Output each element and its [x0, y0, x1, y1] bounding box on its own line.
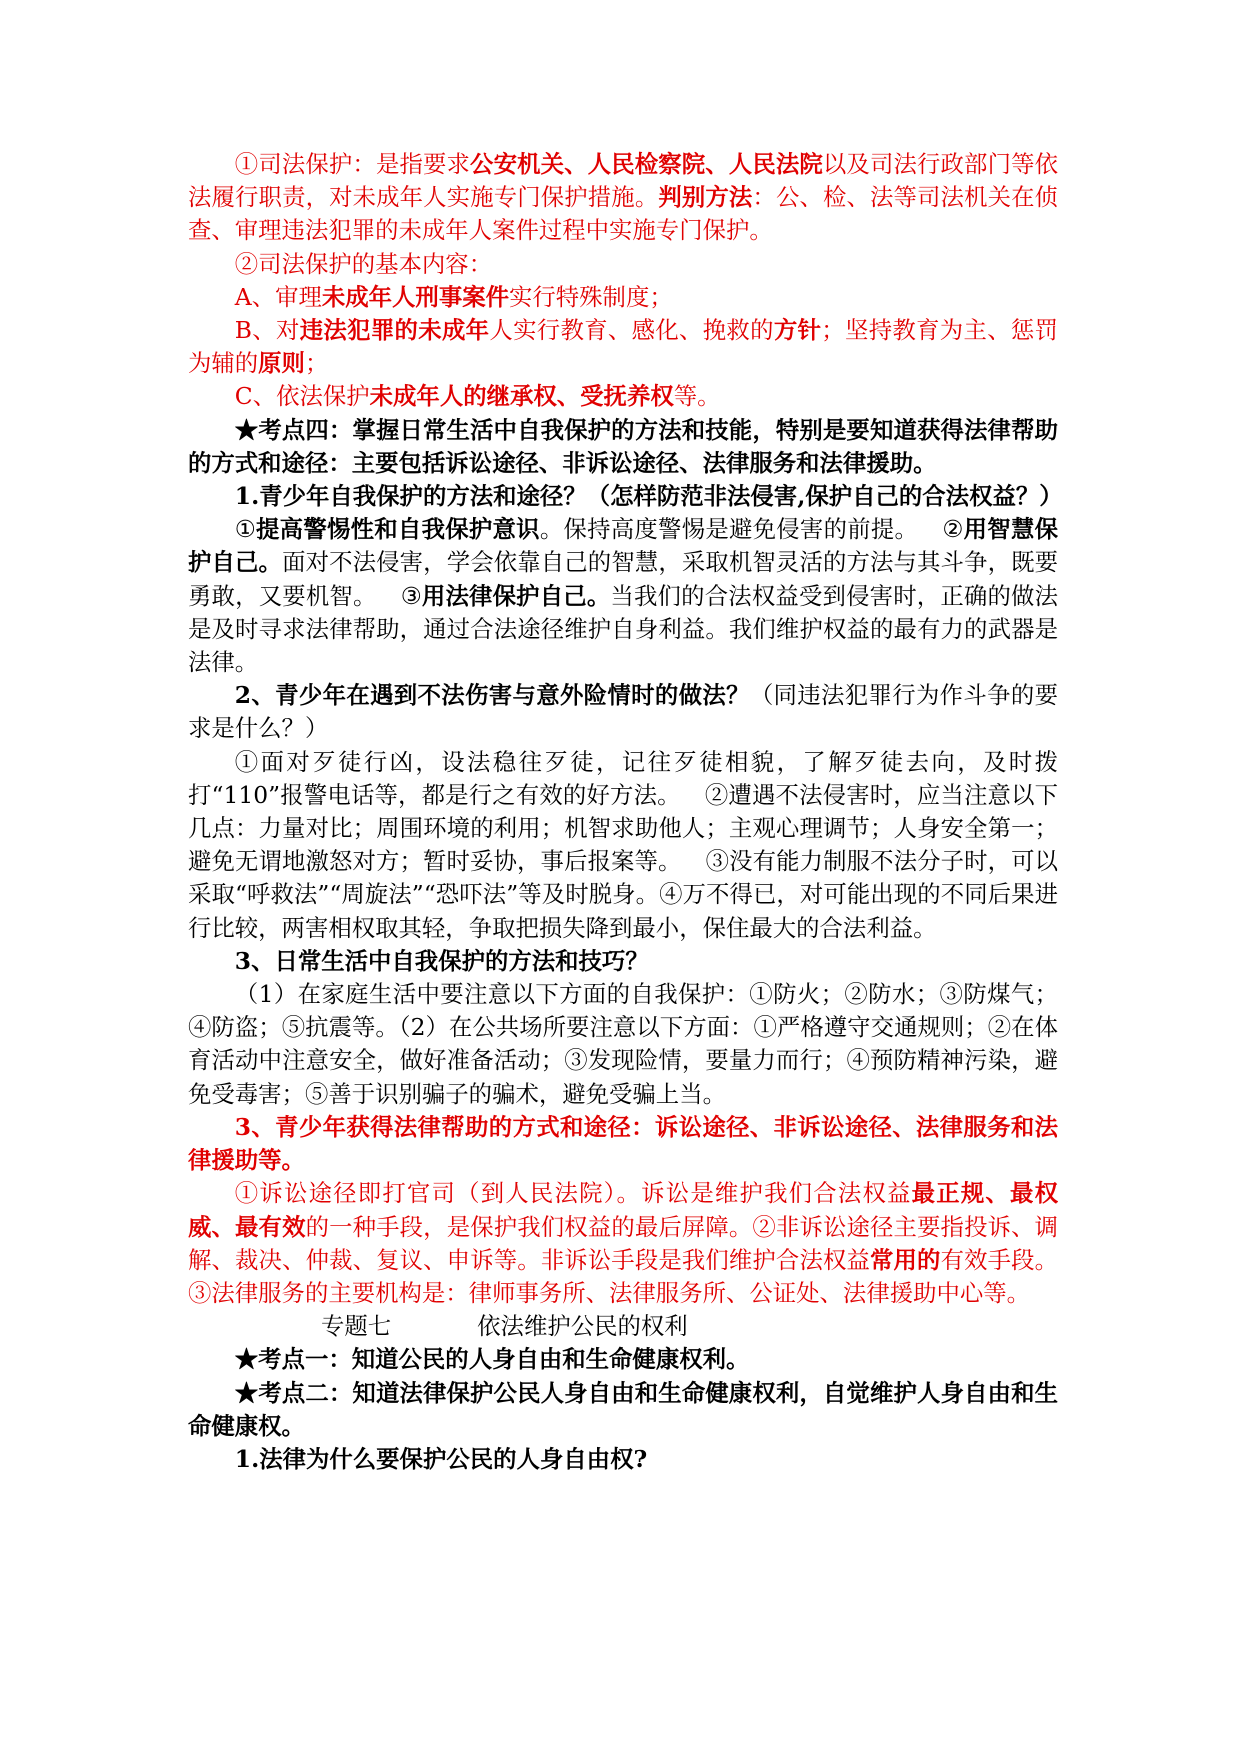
text: ②: [942, 515, 964, 544]
text: ③: [400, 581, 422, 610]
text-bold: 最正规、最权威、最有效: [188, 1179, 1058, 1241]
text: A、审理: [234, 282, 322, 311]
answer-1: [188, 513, 1058, 679]
text-bold: 提高警惕性和自我保护意识: [256, 515, 540, 544]
heading-exam-point-1: [188, 1343, 1058, 1376]
section-number: 专题七: [321, 1312, 392, 1341]
text-bold: 1.法律为什么要保护公民的人身自由权?: [234, 1444, 648, 1473]
text: ①司法保护: [234, 150, 353, 178]
text-bold: 1.青少年自我保护的方法和途径？（怎样防范非法侵害,保护自己的合法权益？）: [234, 482, 1063, 511]
text: ：公、检、法等司法机关在侦查、审理违法犯罪的未成年人案件过程中实施专门保护。: [188, 183, 1059, 245]
paragraph-item-c: [188, 380, 1058, 413]
text-bold: 用智慧保护自己。: [188, 515, 1058, 577]
text: 的一种手段，是保护我们权益的最后屏障。②非诉讼途径主要指投诉、调解、裁决、仲裁、复议、申诉等。非诉讼手段是我们维护合法权益: [188, 1212, 1059, 1274]
text: 等。: [673, 382, 721, 411]
text-bold: ★考点二：知道法律保护公民人身自由和生命健康权利，自觉维护人身自由和生命健康权。: [188, 1378, 1058, 1440]
section-title: [188, 1310, 1058, 1343]
question-personal-freedom: [188, 1443, 1058, 1476]
text: ①诉讼途径即打官司（到人民法院）。诉讼是维护我们合法权益: [234, 1179, 912, 1208]
text-bold: 2、青少年在遇到不法伤害与意外险情时的做法？: [234, 681, 750, 710]
text: 。保持高度警惕是避免侵害的前提。: [539, 515, 919, 544]
question-2: [188, 679, 1058, 745]
text: 当我们的合法权益受到侵害时，正确的做法是及时寻求法律帮助，通过合法途径维护自身利益。我们维护权益的最有力的武器是法律。: [188, 581, 1059, 677]
text: 实行特殊制度；: [509, 282, 673, 311]
text-bold: 常用的: [870, 1245, 941, 1274]
text: ；坚持教育为主、惩罚为辅的: [188, 316, 1059, 378]
text: 面对不法侵害，学会依靠自己的智慧，采取机智灵活的方法与其斗争，既要勇敢，又要机智。: [188, 548, 1059, 610]
text-bold: 公安机关、人民检察院、人民法院: [470, 150, 823, 178]
text-bold: 原则: [258, 349, 305, 378]
question-3: [188, 945, 1058, 978]
paragraph-item-b: [188, 314, 1058, 380]
text-bold: ★考点一：知道公民的人身自由和生命健康权利。: [234, 1345, 750, 1374]
document-page: [188, 148, 1063, 1476]
text: 有效手段。③法律服务的主要机构是：律师事务所、法律服务所、公证处、法律援助中心等。: [188, 1245, 1059, 1307]
text: ①: [234, 515, 257, 544]
text-bold: 未成年人的继承权、受抚养权: [369, 382, 674, 411]
text-bold: 方针: [773, 316, 822, 345]
text-bold: 违法犯罪的未成年: [299, 316, 490, 345]
text-bold: 判别方法: [658, 183, 753, 212]
paragraph-basic-content: ②司法保护的基本内容：: [234, 249, 493, 278]
text: ：是指要求: [352, 150, 471, 178]
text-bold: 3、青少年获得法律帮助的方式和途径：诉讼途径、非诉讼途径、法律服务和法律援助等。: [188, 1112, 1058, 1175]
text-bold: 用法律保护自己。: [421, 581, 611, 610]
question-1: [188, 480, 1063, 513]
text-bold: 3、日常生活中自我保护的方法和技巧？: [234, 946, 649, 975]
paragraph-item-a: [188, 281, 1058, 314]
text: 以及司法行政部门等依法履行职责，对未成年人实施专门保护措施。: [188, 150, 1059, 212]
answer-3: （1）在家庭生活中要注意以下方面的自我保护：①防火；②防水；③防煤气；④防盗；⑤抗震等。（2）在公共场所要注意以下方面：①严格遵守交通规则；②在体育活动中注意安全，做好准备活动；③发现险情，要量力而行；④预防精神污染，避免受毒害；⑤善于识别骗子的骗术，避免受骗上当。: [188, 980, 1058, 1108]
answer-legal-help: [188, 1177, 1058, 1310]
text: （同违法犯罪行为作斗争的要求是什么？）: [188, 681, 1058, 743]
paragraph-judicial-protection: [188, 148, 1058, 248]
text-bold: 未成年人刑事案件: [321, 282, 509, 311]
answer-2: [188, 746, 1058, 945]
text: ②遭遇不法侵害时，应当注意以下几点：力量对比；周围环境的利用；机智求助他人；主观心理调节；人身安全第一；避免无谓地激怒对方；暂时妥协，事后报案等。: [188, 780, 1059, 876]
text: ①面对歹徒行凶，设法稳往歹徒，记往歹徒相貌，了解歹徒去向，及时拨打“110”报警电话等，都是行之有效的好方法。: [188, 747, 1058, 809]
text-bold: ★考点四：掌握日常生活中自我保护的方法和技能，特别是要知道获得法律帮助的方式和途径：主要包括诉讼途径、非诉讼途径、法律服务和法律援助。: [188, 415, 1058, 477]
text: ③没有能力制服不法分子时，可以采取“呼救法”“周旋法”“恐吓法”等及时脱身。④万不得已，对可能出现的不同后果进行比较，两害相权取其轻，争取把损失降到最小，保住最大的合法利益。: [188, 847, 1058, 942]
question-legal-help: [188, 1111, 1058, 1177]
text: B、对: [234, 316, 300, 345]
heading-exam-point-4: [188, 414, 1058, 480]
heading-exam-point-2: [188, 1377, 1058, 1443]
text: ；: [304, 349, 329, 378]
text: C、依法保护: [234, 382, 370, 411]
text: 人实行教育、感化、挽救的: [489, 316, 774, 345]
section-name: 依法维护公民的权利: [477, 1312, 688, 1341]
